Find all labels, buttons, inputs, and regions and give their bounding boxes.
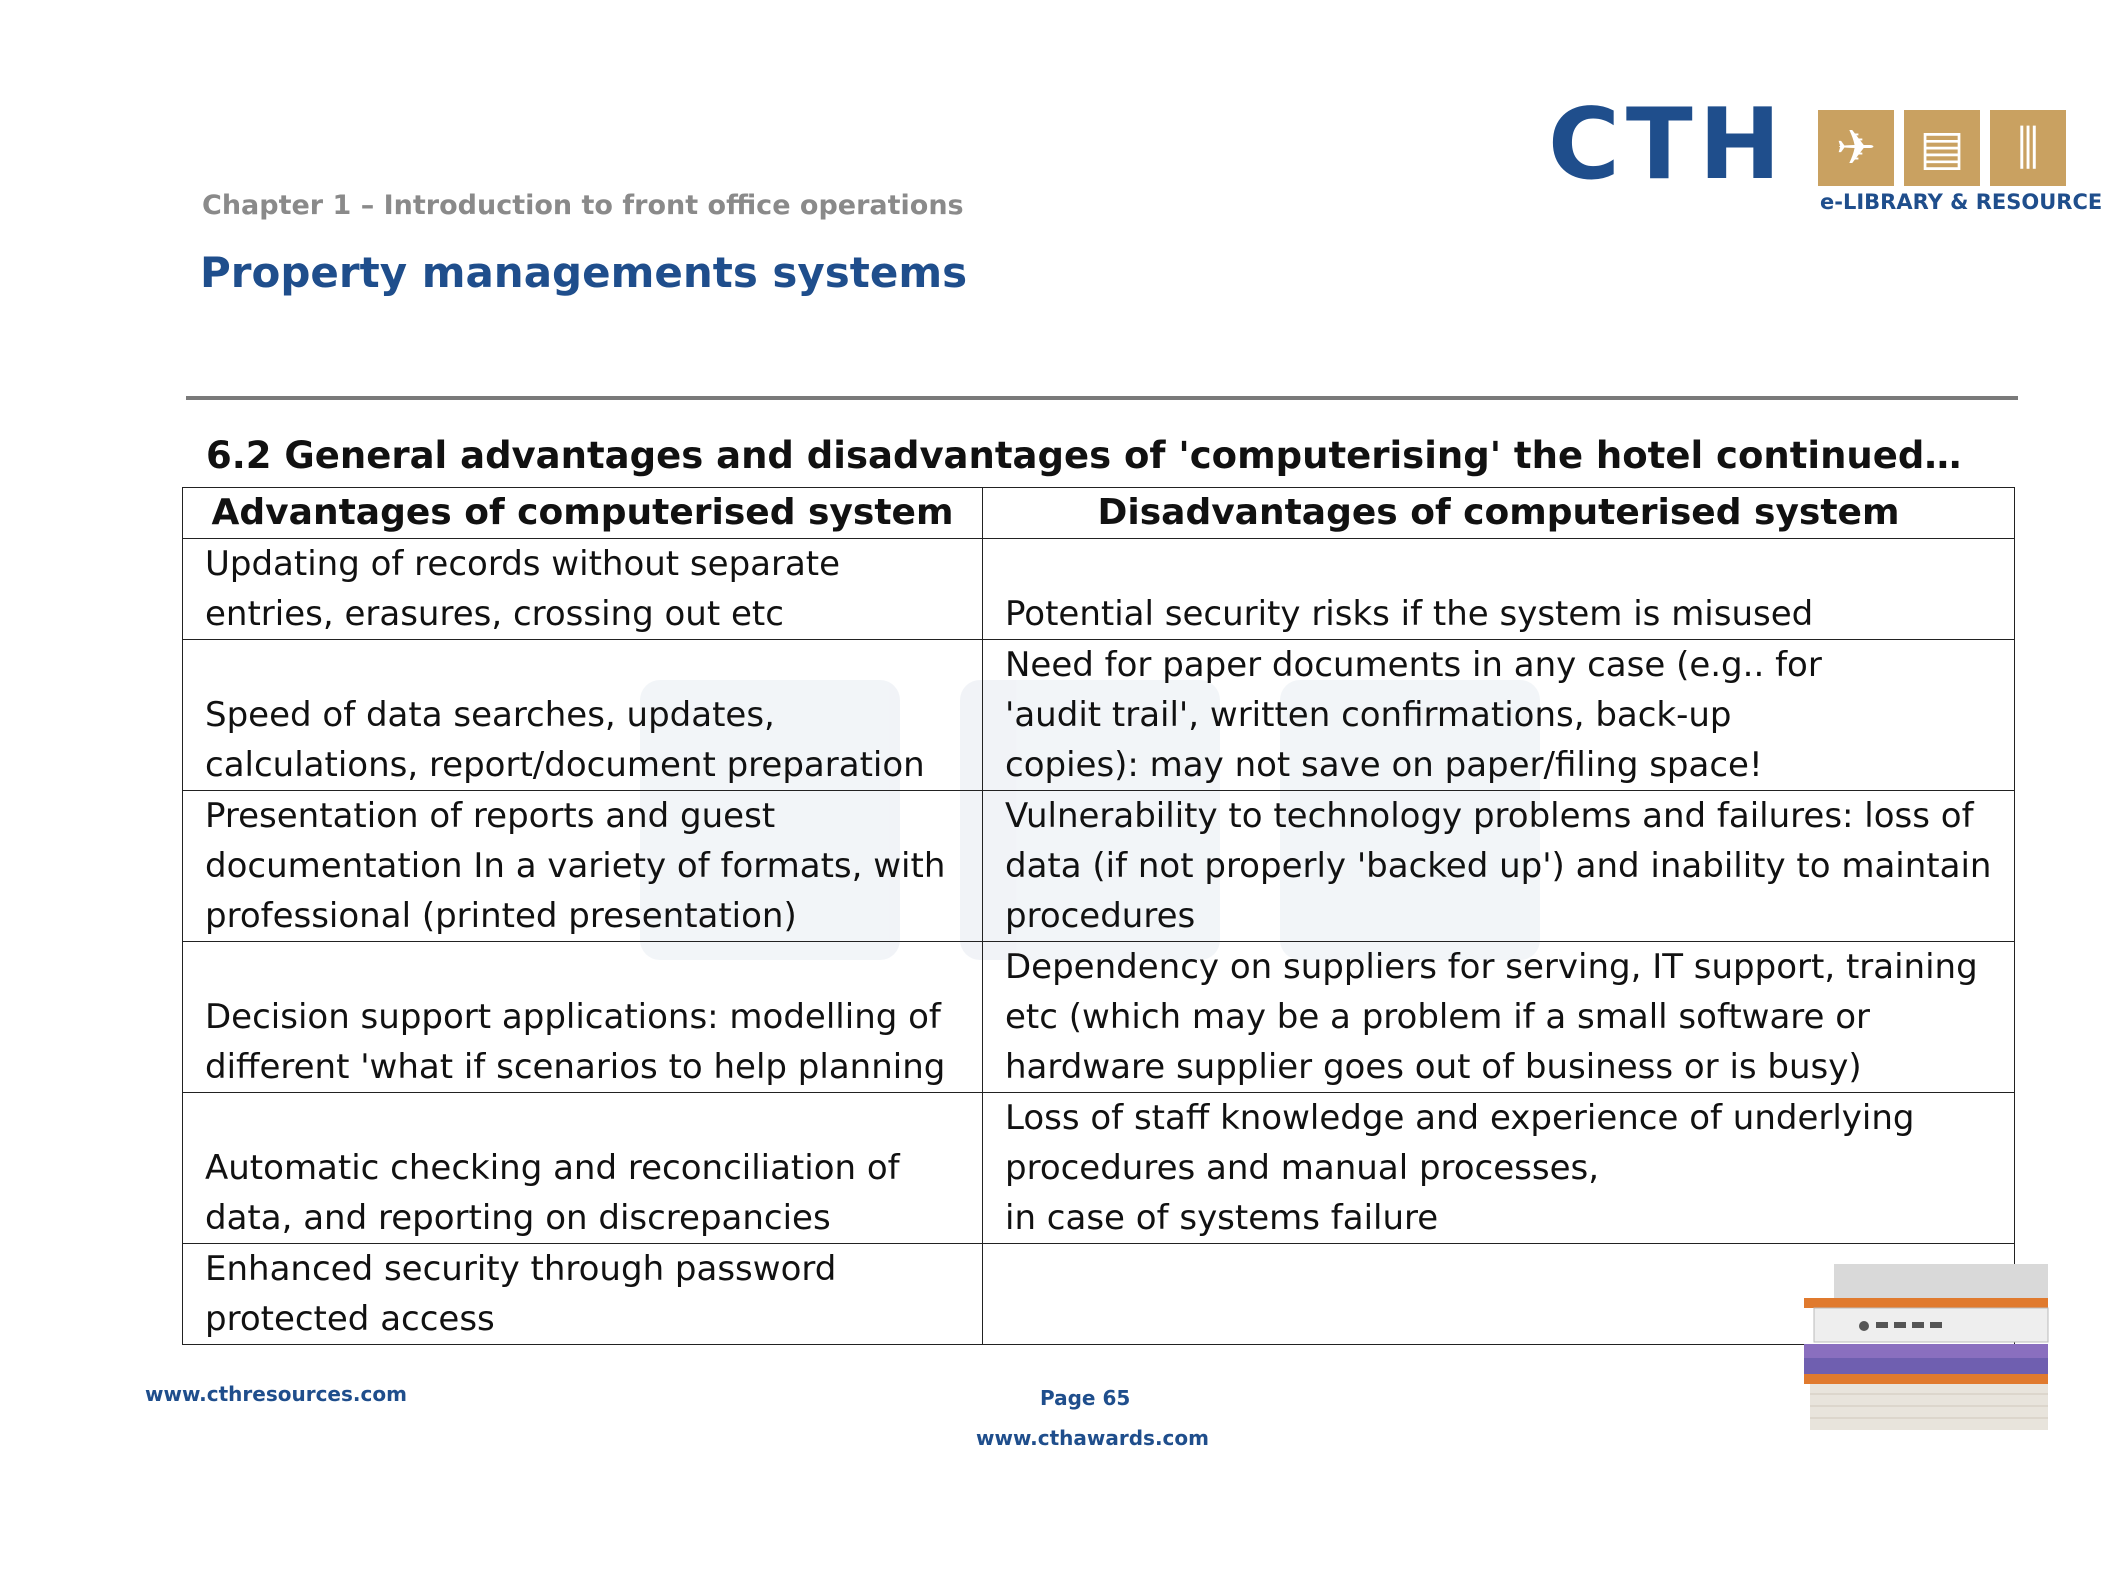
page-title: Property managements systems (200, 248, 968, 297)
cell-line: in case of systems failure (1005, 1198, 1439, 1238)
cutlery-icon: ⫼ (1990, 110, 2066, 186)
logo-tagline: e-LIBRARY & RESOURCE (1820, 190, 2102, 214)
cell-line: Presentation of reports and guest (205, 796, 776, 836)
disadvantage-cell (983, 791, 2015, 942)
cell-line: 'audit trail', written confirmations, back-up (1005, 695, 1732, 735)
airplane-icon: ✈ (1818, 110, 1894, 186)
table-row (183, 539, 2015, 640)
page-number-value: 65 (1102, 1386, 1131, 1410)
cell-line: copies): may not save on paper/filing space! (1005, 745, 1763, 785)
cell-line: Decision support applications: modelling of (205, 997, 941, 1037)
cell-line: Need for paper documents in any case (e.g.. for (1005, 645, 1822, 685)
cell-line: documentation In a variety of formats, with (205, 846, 946, 886)
chapter-label: Chapter 1 – Introduction to front office operations (202, 190, 964, 221)
advantage-cell (183, 640, 983, 791)
cell-line: Vulnerability to technology problems and failures: loss of (1005, 796, 1974, 836)
advantage-cell (183, 1093, 983, 1244)
cell-line: hardware supplier goes out of business or is busy) (1005, 1047, 1862, 1087)
footer-left-url[interactable]: www.cthresources.com (145, 1382, 407, 1406)
header-divider (186, 396, 2018, 400)
cell-line: procedures (1005, 896, 1196, 936)
cell-line: data (if not properly 'backed up') and inability to maintain (1005, 846, 1992, 886)
page-number (1040, 1386, 1130, 1410)
cell-line: data, and reporting on discrepancies (205, 1198, 831, 1238)
disadvantage-cell (983, 942, 2015, 1093)
disadvantage-cell (983, 539, 2015, 640)
logo-brand: CTH (1548, 88, 1787, 202)
cell-line: Loss of staff knowledge and experience of underlying (1005, 1098, 1915, 1138)
table-row (183, 942, 2015, 1093)
cell-line: different 'what if scenarios to help planning (205, 1047, 946, 1087)
column-header-disadvantages: Disadvantages of computerised system (983, 488, 2015, 539)
cell-line: Updating of records without separate (205, 544, 841, 584)
table-row (183, 640, 2015, 791)
cell-line: procedures and manual processes, (1005, 1148, 1600, 1188)
cell-line: protected access (205, 1299, 495, 1339)
cell-line: Automatic checking and reconciliation of (205, 1148, 900, 1188)
cell-line: entries, erasures, crossing out etc (205, 594, 784, 634)
cell-line: professional (printed presentation) (205, 896, 797, 936)
comparison-table (182, 487, 2015, 1345)
cell-line: Enhanced security through password (205, 1249, 837, 1289)
cth-logo (1548, 88, 2102, 222)
disadvantage-cell (983, 640, 2015, 791)
advantage-cell (183, 942, 983, 1093)
cell-line: Dependency on suppliers for serving, IT support, training (1005, 947, 1978, 987)
laptop-books-illustration (1804, 1262, 2048, 1432)
table-header-row (183, 488, 2015, 539)
table-row (183, 1093, 2015, 1244)
disadvantage-cell (983, 1093, 2015, 1244)
cell-line: calculations, report/document preparation (205, 745, 925, 785)
advantage-cell (183, 791, 983, 942)
footer-center-url[interactable]: www.cthawards.com (976, 1426, 1209, 1450)
column-header-advantages: Advantages of computerised system (183, 488, 983, 539)
section-heading: 6.2 General advantages and disadvantages of 'computerising' the hotel continued… (206, 434, 1962, 477)
hotel-building-icon: ▤ (1904, 110, 1980, 186)
table-row (183, 791, 2015, 942)
cell-line: etc (which may be a problem if a small software or (1005, 997, 1871, 1037)
advantage-cell (183, 539, 983, 640)
table-row (183, 1244, 2015, 1345)
cell-line: Speed of data searches, updates, (205, 695, 775, 735)
page-label: Page (1040, 1386, 1096, 1410)
advantage-cell (183, 1244, 983, 1345)
cell-line: Potential security risks if the system is misused (1005, 594, 1814, 634)
